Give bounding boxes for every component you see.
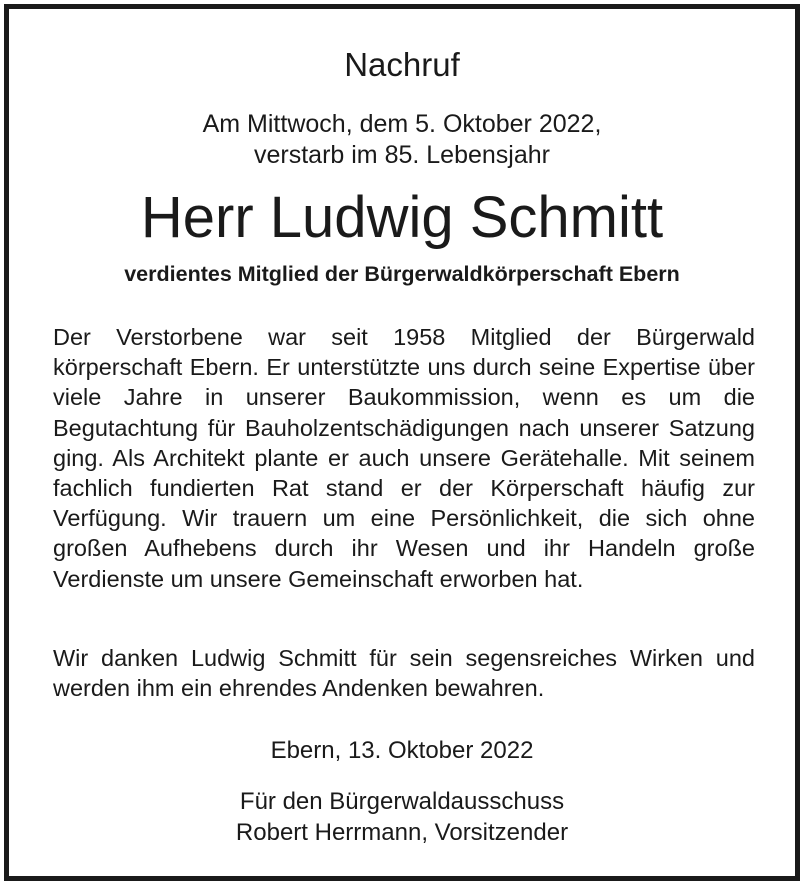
signature-committee: Für den Bürgerwaldausschuss <box>239 788 565 815</box>
deceased-role: verdientes Mitglied der Bürgerwaldkörperschaft Ebern <box>124 262 680 286</box>
age-line: verstarb im 85. Lebensjahr <box>254 141 550 169</box>
tribute-paragraph: Der Verstorbene war seit 1958 Mitglied der Bürgerwald körperschaft Ebern. Er unterstützte uns durch seine Expertise über viele Jahre in unserer Baukommission, wenn es um die Begutachtung für Bauholzentschädigungen nach unserer Satzung ging. Als Architekt plante er auch unsere Gerätehalle. Mit seinem fachlich fundierten Rat stand er der Körperschaft häufig zur Verfügung. Wir trauern um eine Persönlichkeit, die sich ohne großen Aufhebens durch ihr Wesen und ihr Handeln große Verdienste um unsere Gemeinschaft erworben hat. <box>53 324 755 592</box>
place-and-date: Ebern, 13. Oktober 2022 <box>270 737 534 764</box>
obituary-frame <box>4 4 800 881</box>
death-date-line: Am Mittwoch, dem 5. Oktober 2022, <box>202 110 602 138</box>
obituary-content <box>9 9 795 876</box>
signature-chairman: Robert Herrmann, Vorsitzender <box>235 819 569 846</box>
obituary-heading: Nachruf <box>344 46 460 83</box>
deceased-name: Herr Ludwig Schmitt <box>140 185 664 250</box>
thanks-paragraph: Wir danken Ludwig Schmitt für sein segensreiches Wirken und werden ihm ein ehrendes Andenken bewahren. <box>53 645 755 702</box>
